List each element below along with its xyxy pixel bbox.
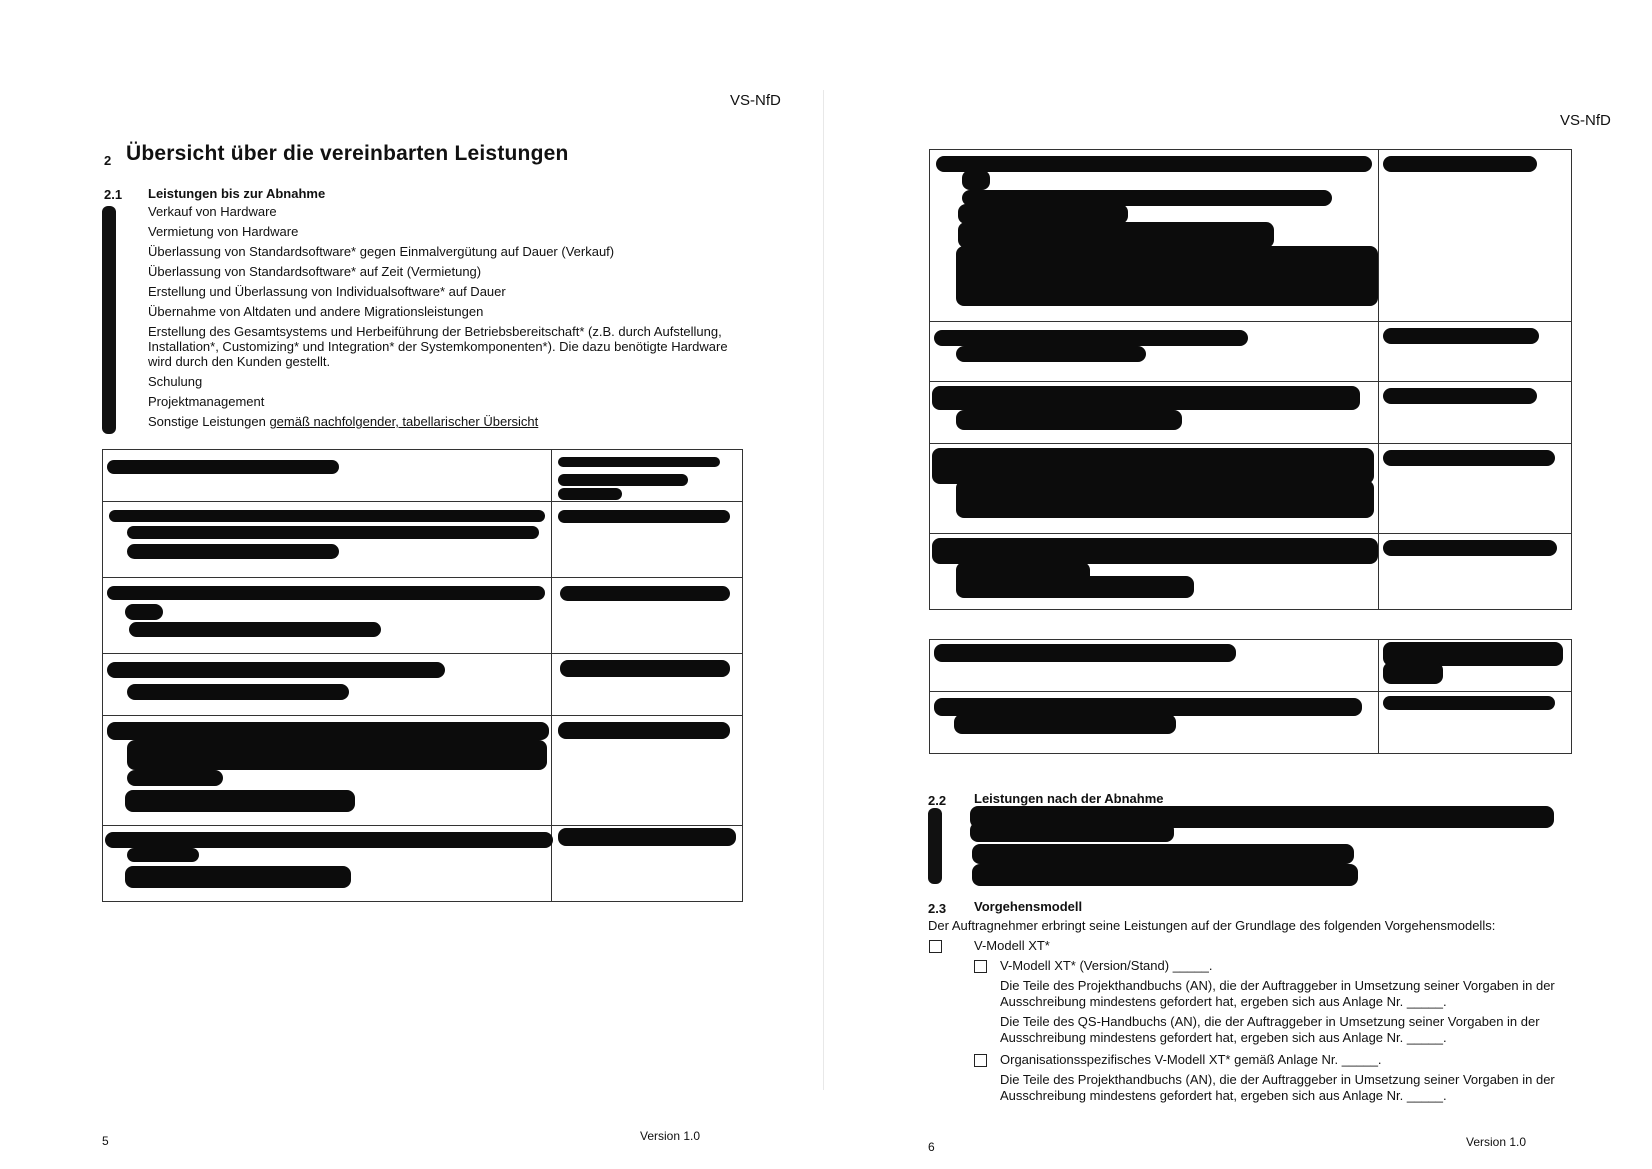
redaction-bar xyxy=(958,222,1274,248)
redaction-bar xyxy=(936,156,1372,172)
option-label: V-Modell XT* xyxy=(974,938,1050,953)
table-cell xyxy=(930,382,1379,444)
table-cell xyxy=(1379,640,1572,692)
redaction-bar xyxy=(956,576,1194,598)
paragraph: Die Teile des QS-Handbuchs (AN), die der Auftraggeber in Umsetzung seiner Vorgaben in der Ausschreibung mindestens gefordert hat, ergeben sich aus Anlage Nr. _____. xyxy=(1000,1014,1540,1045)
table-row xyxy=(103,578,743,654)
chapter-number: 2 xyxy=(104,153,112,168)
redaction-bar xyxy=(1383,388,1537,404)
redaction-bar xyxy=(956,410,1182,430)
page-number: 6 xyxy=(928,1140,935,1154)
table-cell xyxy=(103,450,552,502)
table-cell xyxy=(930,692,1379,754)
table-cell xyxy=(930,444,1379,534)
paragraph: Die Teile des Projekthandbuchs (AN), die der Auftraggeber in Umsetzung seiner Vorgaben in der Ausschreibung mindestens gefordert hat, ergeben sich aus Anlage Nr. _____. xyxy=(1000,978,1555,1009)
table-cell xyxy=(552,654,743,716)
redaction-bar xyxy=(129,622,381,637)
list-item: Übernahme von Altdaten und andere Migrationsleistungen xyxy=(148,304,484,319)
table-cell xyxy=(930,322,1379,382)
checkbox-org-vmodell[interactable] xyxy=(974,1054,987,1067)
redaction-bar xyxy=(558,474,688,486)
section-number: 2.3 xyxy=(928,901,947,916)
services-list xyxy=(148,204,748,434)
section-number: 2.2 xyxy=(928,793,947,808)
redaction-bar xyxy=(109,510,545,522)
redaction-bar xyxy=(127,684,349,700)
section-title: Leistungen bis zur Abnahme xyxy=(148,186,326,201)
intro-text: Der Auftragnehmer erbringt seine Leistungen auf der Grundlage des folgenden Vorgehensmodells: xyxy=(928,918,1496,933)
version-label: Version 1.0 xyxy=(640,1129,701,1143)
redaction-bar xyxy=(125,604,163,620)
table-cell xyxy=(552,502,743,578)
table-cell xyxy=(103,578,552,654)
redaction-bar xyxy=(932,448,1374,484)
redaction-bar xyxy=(972,844,1354,864)
table-cell xyxy=(1379,692,1572,754)
redaction-bar xyxy=(127,740,547,770)
redaction-bar xyxy=(127,770,223,786)
table-row xyxy=(930,534,1572,610)
list-item: Erstellung und Überlassung von Individualsoftware* auf Dauer xyxy=(148,284,506,299)
redaction-bar xyxy=(125,866,351,888)
table-cell xyxy=(930,534,1379,610)
redaction-bar xyxy=(107,586,545,600)
redaction-bar xyxy=(932,538,1378,564)
section-title: Vorgehensmodell xyxy=(974,899,1083,914)
table-cell xyxy=(930,640,1379,692)
redaction-bar xyxy=(107,460,339,474)
redaction-bar xyxy=(970,822,1174,842)
redaction-bar xyxy=(932,386,1360,410)
redaction-bar xyxy=(125,790,355,812)
table-row xyxy=(930,150,1572,322)
list-item-text: Sonstige Leistungen xyxy=(148,414,270,429)
table-cell xyxy=(1379,322,1572,382)
redaction-bar xyxy=(107,662,445,678)
list-item: Verkauf von Hardware xyxy=(148,204,277,219)
redacted-table-top xyxy=(929,149,1572,610)
table-cell xyxy=(1379,444,1572,534)
redaction-bar xyxy=(934,644,1236,662)
checkbox-vmodell[interactable] xyxy=(929,940,942,953)
redaction-bar xyxy=(558,488,622,500)
list-item: Schulung xyxy=(148,374,203,389)
redaction-bar xyxy=(1383,696,1555,710)
list-item: Überlassung von Standardsoftware* gegen Einmalvergütung auf Dauer (Verkauf) xyxy=(148,244,615,259)
version-label: Version 1.0 xyxy=(1466,1135,1527,1149)
list-item: Projektmanagement xyxy=(148,394,265,409)
table-row xyxy=(930,382,1572,444)
list-item xyxy=(148,414,748,429)
paragraph: Die Teile des Projekthandbuchs (AN), die der Auftraggeber in Umsetzung seiner Vorgaben in der Ausschreibung mindestens gefordert hat, ergeben sich aus Anlage Nr. _____. xyxy=(1000,1072,1555,1103)
table-reference-link[interactable]: gemäß nachfolgender, tabellarischer Übersicht xyxy=(269,414,539,429)
table-row xyxy=(930,692,1572,754)
table-cell xyxy=(103,654,552,716)
redaction-bar xyxy=(558,828,736,846)
redaction-bar xyxy=(1383,662,1443,684)
checkbox-vmodell-version[interactable] xyxy=(974,960,987,973)
section-number: 2.1 xyxy=(104,187,123,202)
redaction-bar xyxy=(954,714,1176,734)
redaction-bar xyxy=(962,170,990,190)
table-cell xyxy=(552,826,743,902)
table-cell xyxy=(103,826,552,902)
redaction-bar xyxy=(127,544,339,559)
redaction-bar xyxy=(105,832,553,848)
redaction-bar xyxy=(1383,156,1537,172)
classification-header: VS-NfD xyxy=(730,92,781,109)
redaction-bar xyxy=(560,660,730,677)
option-label: Organisationsspezifisches V-Modell XT* gemäß Anlage Nr. _____. xyxy=(1000,1052,1382,1067)
redaction-bar xyxy=(102,206,116,434)
redaction-bar xyxy=(1383,450,1555,466)
table-cell xyxy=(1379,382,1572,444)
table-row xyxy=(930,640,1572,692)
redaction-bar xyxy=(107,722,549,740)
table-row xyxy=(103,654,743,716)
redaction-bar xyxy=(558,722,730,739)
redaction-bar xyxy=(958,204,1128,224)
redaction-bar xyxy=(1383,540,1557,556)
table-cell xyxy=(552,716,743,826)
table-cell xyxy=(1379,150,1572,322)
table-cell xyxy=(930,150,1379,322)
redacted-services-table xyxy=(102,449,743,902)
table-cell xyxy=(103,716,552,826)
redaction-bar xyxy=(928,808,942,884)
list-item: Erstellung des Gesamtsystems und Herbeiführung der Betriebsbereitschaft* (z.B. durch Aufstellung, Installation*, Customizing* und Integration* der Systemkomponenten*). Die dazu benötigte Hardware wird durch den Kunden gestellt. xyxy=(148,324,728,369)
redaction-bar xyxy=(558,457,720,467)
table-row xyxy=(103,502,743,578)
table-row xyxy=(103,450,743,502)
list-item: Vermietung von Hardware xyxy=(148,224,299,239)
page-number: 5 xyxy=(102,1134,109,1148)
redaction-bar xyxy=(956,346,1146,362)
redaction-bar xyxy=(956,246,1378,306)
table-row xyxy=(103,826,743,902)
list-item: Überlassung von Standardsoftware* auf Zeit (Vermietung) xyxy=(148,264,482,279)
table-row xyxy=(930,322,1572,382)
redaction-bar xyxy=(972,864,1358,886)
redaction-bar xyxy=(934,330,1248,346)
redacted-table-bottom xyxy=(929,639,1572,754)
chapter-title: Übersicht über die vereinbarten Leistungen xyxy=(126,142,569,165)
table-row xyxy=(930,444,1572,534)
table-cell xyxy=(552,450,743,502)
redaction-bar xyxy=(1383,328,1539,344)
redaction-bar xyxy=(956,480,1374,518)
table-cell xyxy=(1379,534,1572,610)
classification-header: VS-NfD xyxy=(1560,112,1611,129)
page-6 xyxy=(826,0,1652,1169)
redaction-bar xyxy=(127,848,199,862)
redaction-bar xyxy=(558,510,730,523)
table-cell xyxy=(552,578,743,654)
option-label: V-Modell XT* (Version/Stand) _____. xyxy=(1000,958,1213,973)
redaction-bar xyxy=(127,526,539,539)
table-cell xyxy=(103,502,552,578)
section-title: Leistungen nach der Abnahme xyxy=(974,791,1164,806)
table-row xyxy=(103,716,743,826)
redaction-bar xyxy=(560,586,730,601)
